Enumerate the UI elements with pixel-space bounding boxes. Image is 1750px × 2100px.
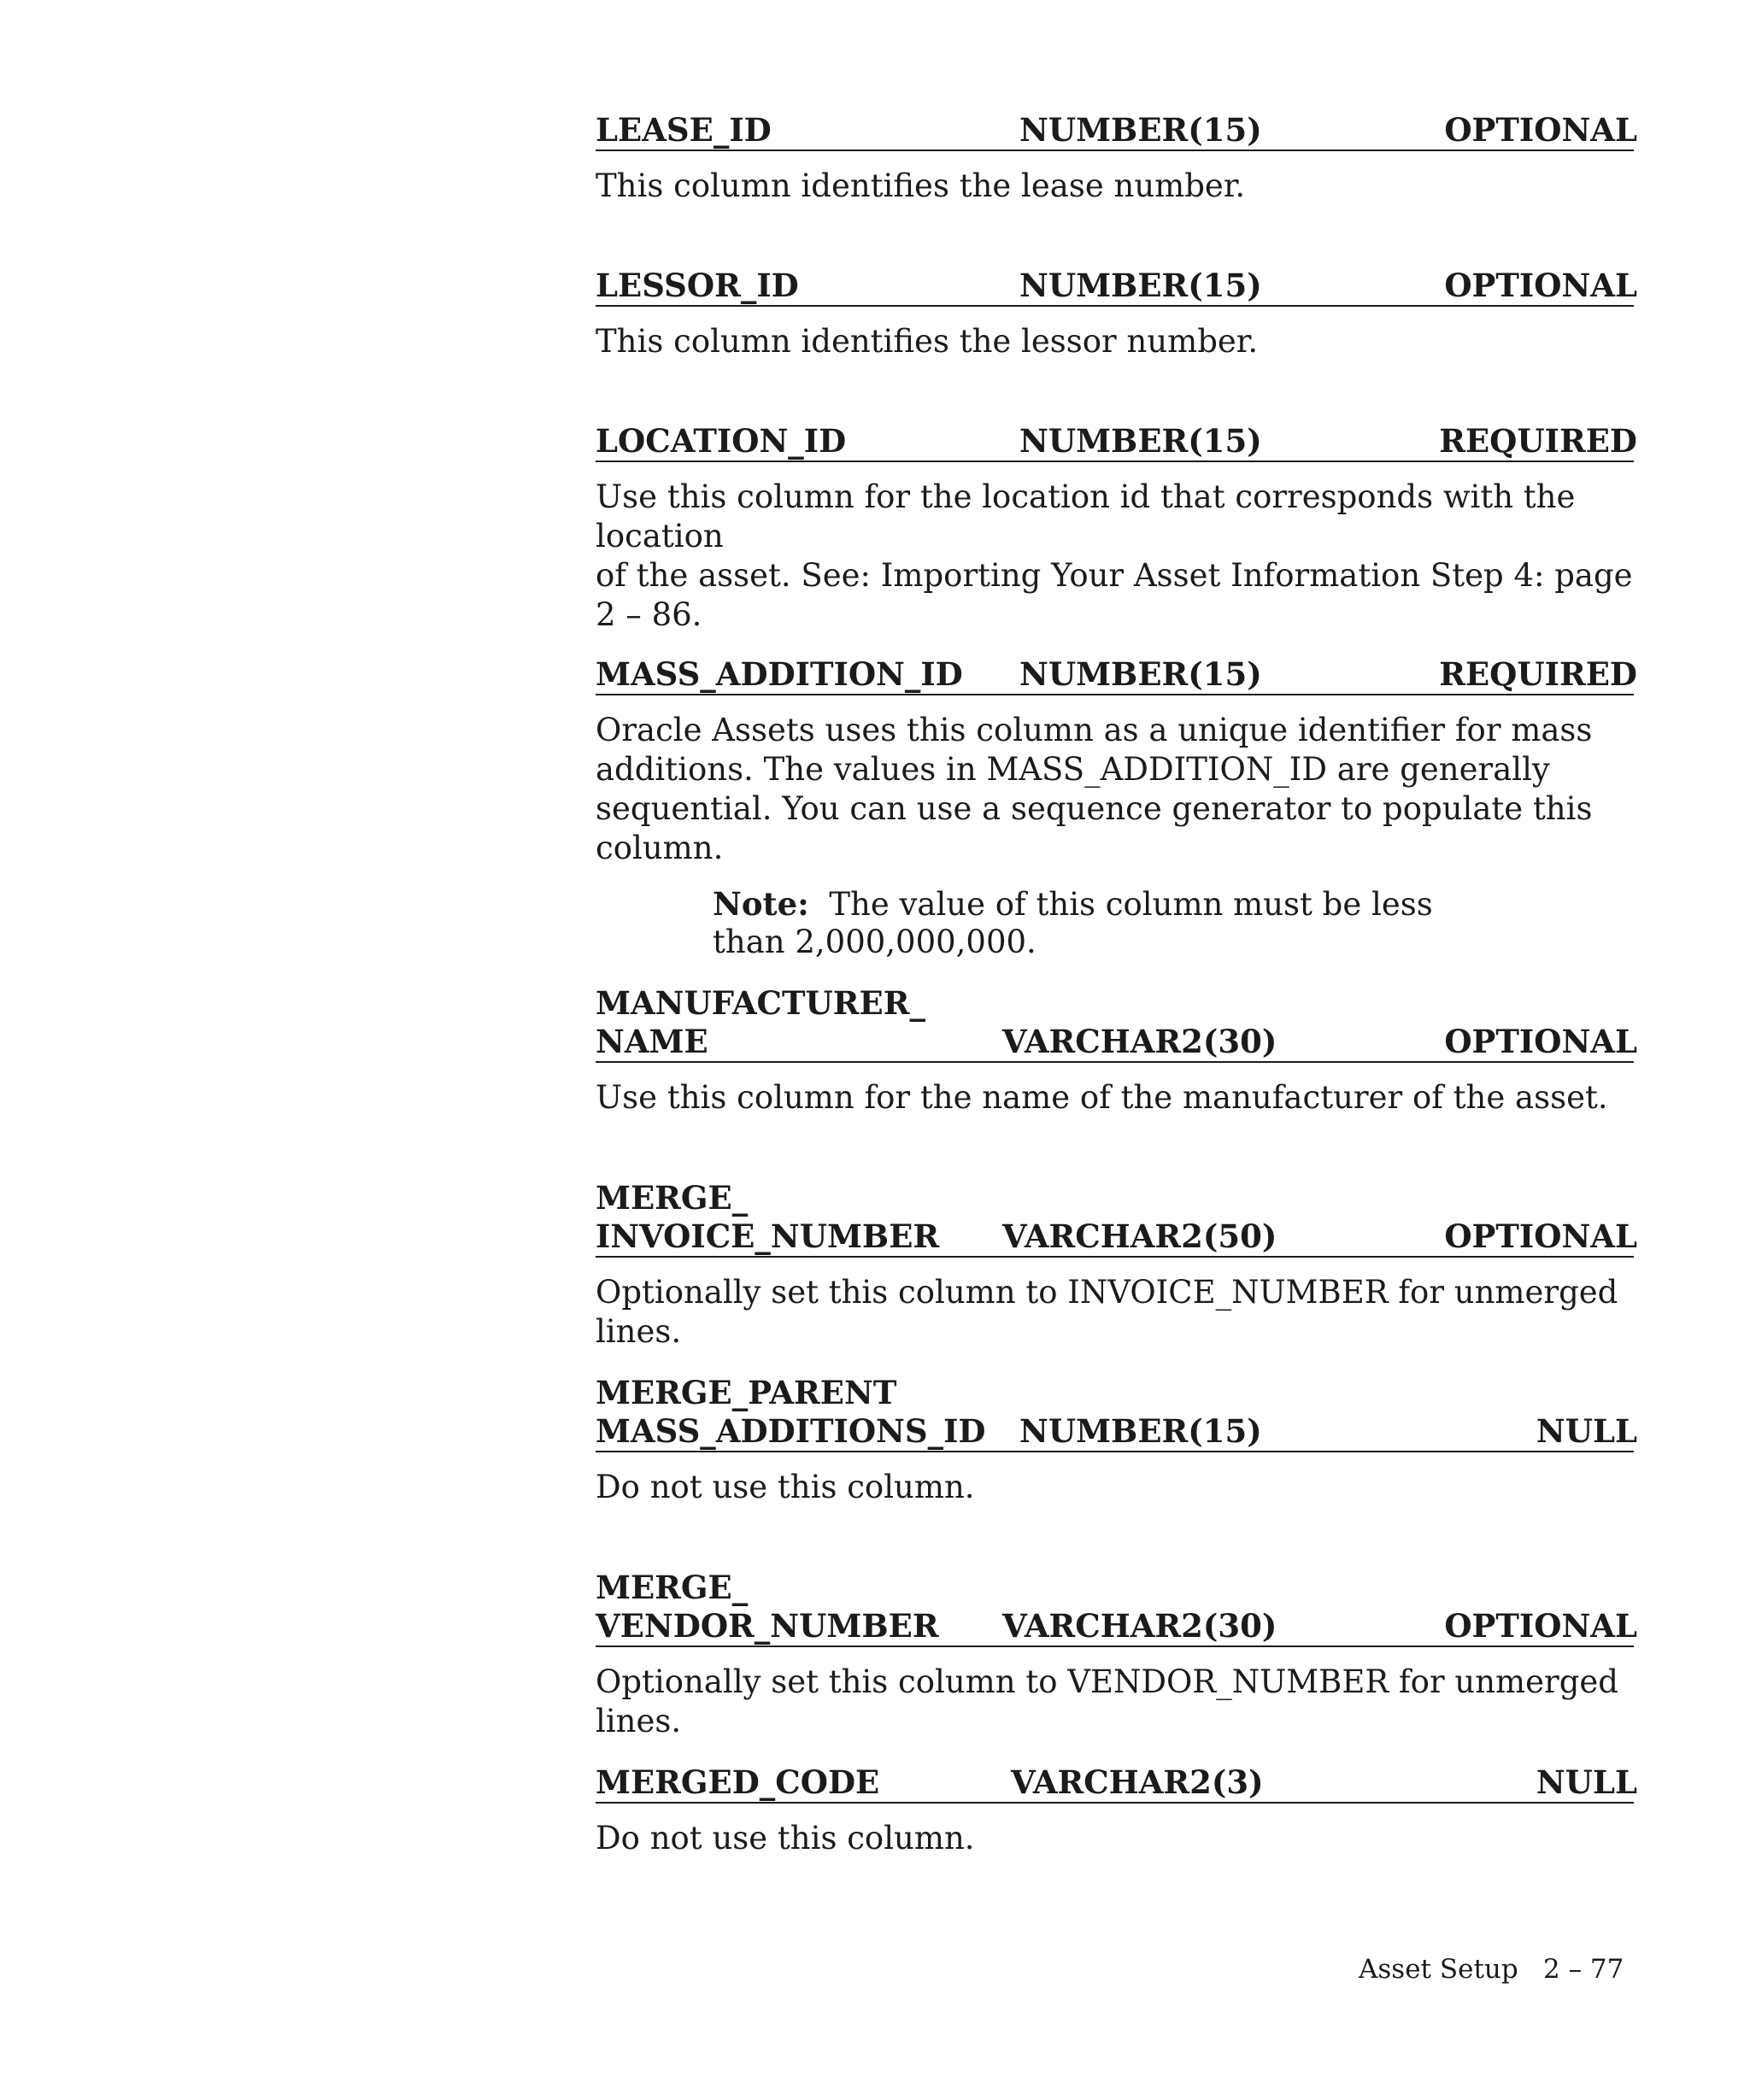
column-name-line1: MANUFACTURER_ — [596, 984, 926, 1022]
column-header — [596, 1569, 1637, 1647]
column-description: Do not use this column. — [596, 1469, 975, 1505]
column-name: MASS_ADDITION_ID — [596, 655, 963, 693]
column-entry-lease-id — [596, 111, 1637, 206]
column-requirement: REQUIRED — [1439, 422, 1637, 460]
column-header — [596, 1374, 1637, 1452]
column-requirement: REQUIRED — [1439, 655, 1637, 693]
column-entry-lessor-id — [596, 267, 1637, 361]
column-entry-merge-vendor-number — [596, 1569, 1637, 1741]
column-entry-mass-addition-id — [596, 655, 1637, 961]
column-description: Use this column for the name of the manufacturer of the asset. — [596, 1079, 1608, 1116]
note-text: The value of this column must be less than 2,000,000,000. — [713, 886, 1433, 960]
column-requirement: NULL — [1536, 1763, 1637, 1801]
column-requirement: OPTIONAL — [1444, 267, 1637, 304]
column-description: Use this column for the location id that corresponds with the location of the asset. See: Importing Your Asset Information Step 4: page 2 – 86. — [596, 478, 1633, 633]
column-header — [596, 422, 1637, 462]
column-description: Oracle Assets uses this column as a unique identifier for mass additions. The values in MASS_ADDITION_ID are generally sequential. You can use a sequence generator to populate this column. — [596, 712, 1593, 866]
note — [713, 885, 1482, 961]
column-name-line1: MERGE_ — [596, 1569, 749, 1606]
column-header — [596, 1179, 1637, 1258]
column-name-line1: MERGE_ — [596, 1179, 749, 1217]
column-description: This column identifies the lessor number. — [596, 323, 1259, 360]
column-entry-manufacturer-name — [596, 984, 1637, 1117]
footer-page-number: 2 – 77 — [1543, 1954, 1624, 1985]
column-type: NUMBER(15) — [1019, 1412, 1262, 1450]
column-type: VARCHAR2(50) — [1002, 1217, 1277, 1255]
column-entry-merge-invoice-number — [596, 1179, 1637, 1352]
column-name: MERGED_CODE — [596, 1763, 880, 1801]
column-entry-location-id — [596, 422, 1637, 635]
column-header — [596, 1763, 1637, 1804]
column-type: VARCHAR2(30) — [1002, 1023, 1277, 1060]
column-header — [596, 267, 1637, 307]
column-type: VARCHAR2(3) — [1011, 1763, 1264, 1801]
column-name-line2: MASS_ADDITIONS_ID — [596, 1412, 986, 1450]
column-requirement: OPTIONAL — [1444, 1607, 1637, 1645]
footer-section-title: Asset Setup — [1359, 1954, 1518, 1985]
column-requirement: OPTIONAL — [1444, 1217, 1637, 1255]
column-description: Optionally set this column to VENDOR_NUMBER for unmerged lines. — [596, 1663, 1618, 1739]
column-type: NUMBER(15) — [1019, 422, 1262, 460]
column-name-line2: NAME — [596, 1023, 708, 1060]
column-entry-merged-code — [596, 1763, 1637, 1858]
column-name: LEASE_ID — [596, 111, 772, 149]
column-entry-merge-parent-mass-additions-id — [596, 1374, 1637, 1507]
column-requirement: OPTIONAL — [1444, 1023, 1637, 1060]
column-description: Optionally set this column to INVOICE_NUMBER for unmerged lines. — [596, 1274, 1618, 1350]
column-type: VARCHAR2(30) — [1002, 1607, 1277, 1645]
column-requirement: NULL — [1536, 1412, 1637, 1450]
column-header — [596, 655, 1637, 695]
column-type: NUMBER(15) — [1019, 111, 1262, 149]
column-name-line2: VENDOR_NUMBER — [596, 1607, 939, 1645]
column-description: Do not use this column. — [596, 1820, 975, 1857]
column-name: LOCATION_ID — [596, 422, 847, 460]
column-type: NUMBER(15) — [1019, 267, 1262, 304]
column-requirement: OPTIONAL — [1444, 111, 1637, 149]
column-name-line2: INVOICE_NUMBER — [596, 1217, 940, 1255]
column-type: NUMBER(15) — [1019, 655, 1262, 693]
column-name-line1: MERGE_PARENT — [596, 1374, 897, 1411]
column-name: LESSOR_ID — [596, 267, 799, 304]
column-header — [596, 111, 1637, 151]
column-description: This column identifies the lease number. — [596, 167, 1246, 204]
note-label: Note: — [713, 885, 809, 923]
column-header — [596, 984, 1637, 1063]
